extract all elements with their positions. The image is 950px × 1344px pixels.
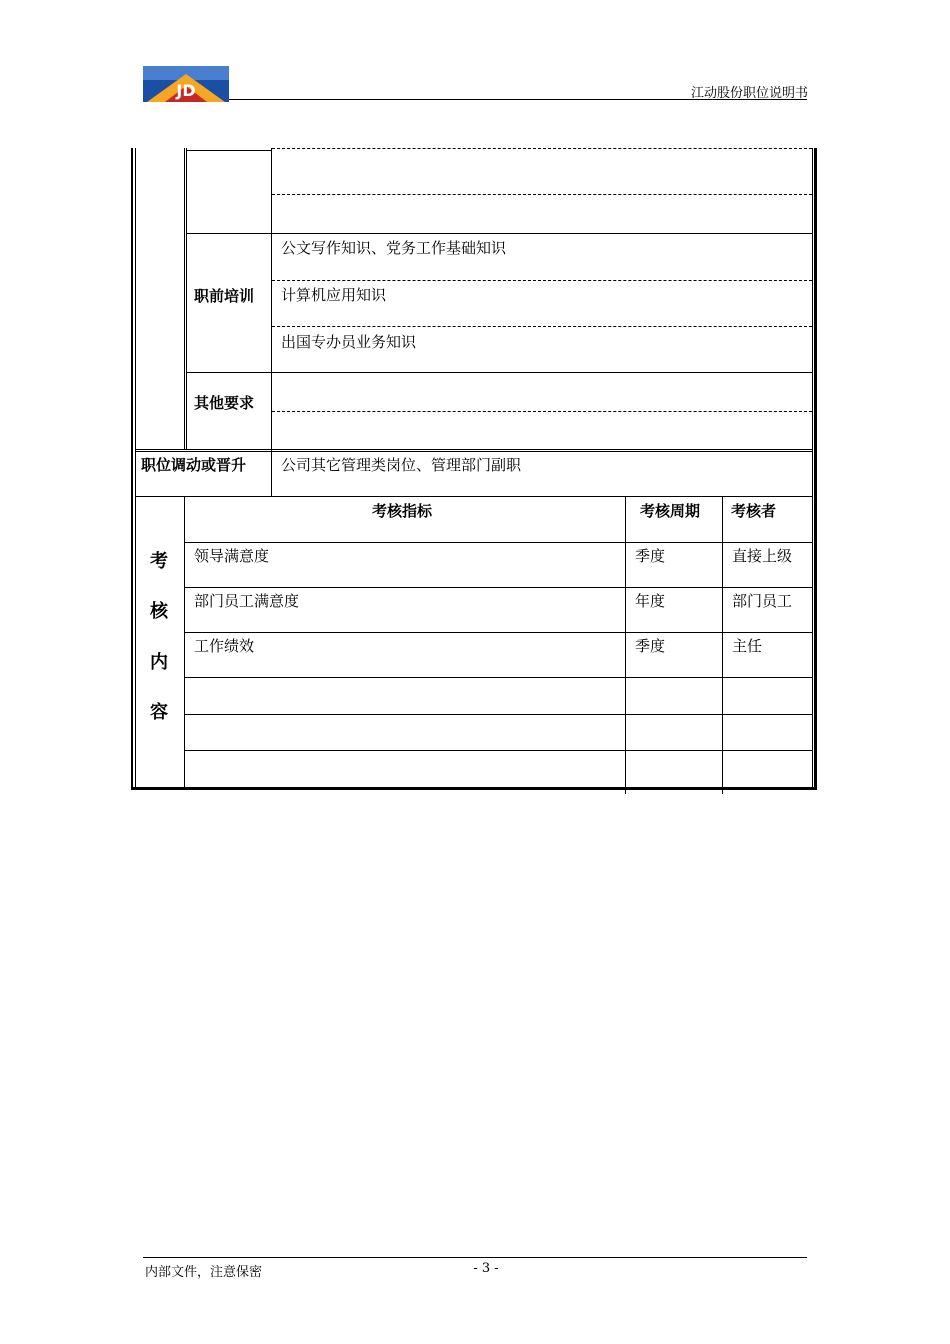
transfer-label: 职位调动或晋升	[141, 456, 247, 474]
header-assessor: 考核者	[731, 502, 777, 520]
table-divider	[184, 497, 185, 790]
table-rule	[184, 714, 813, 715]
row-indicator: 工作绩效	[194, 637, 255, 655]
row-assessor: 直接上级	[732, 547, 793, 565]
page-number: - 3 -	[473, 1261, 499, 1276]
training-item: 公文写作知识、党务工作基础知识	[281, 239, 507, 257]
table-rule	[184, 750, 813, 751]
table-rule	[186, 372, 813, 373]
header-rule	[229, 99, 807, 100]
table-rule	[135, 451, 813, 452]
assessment-section-char: 容	[150, 702, 168, 723]
row-period: 年度	[635, 592, 666, 610]
dashed-rule	[272, 194, 812, 195]
transfer-value: 公司其它管理类岗位、管理部门副职	[281, 456, 522, 474]
table-rule	[184, 587, 813, 588]
table-divider	[135, 148, 136, 788]
table-divider	[186, 148, 187, 449]
header-period: 考核周期	[640, 502, 701, 520]
dashed-rule	[272, 326, 812, 327]
table-rule	[135, 449, 813, 450]
doc-title: 江动股份职位说明书	[690, 86, 808, 101]
table-rule	[184, 677, 813, 678]
row-period: 季度	[635, 547, 666, 565]
training-label: 职前培训	[194, 287, 255, 305]
row-assessor: 主任	[732, 637, 763, 655]
table-rule	[135, 496, 813, 497]
table-rule	[186, 150, 272, 151]
row-indicator: 部门员工满意度	[194, 592, 300, 610]
dashed-rule	[272, 411, 812, 412]
table-rule	[184, 787, 813, 788]
footer-confidential: 内部文件，注意保密	[145, 1265, 263, 1280]
table-rule	[184, 632, 813, 633]
header-indicator: 考核指标	[372, 502, 433, 520]
row-assessor: 部门员工	[732, 592, 793, 610]
dashed-rule	[272, 148, 812, 149]
training-item: 计算机应用知识	[281, 286, 387, 304]
logo-text: JD	[176, 81, 196, 100]
assessment-section-char: 核	[150, 601, 168, 622]
assessment-section-char: 内	[150, 652, 168, 673]
row-period: 季度	[635, 637, 666, 655]
training-item: 出国专办员业务知识	[281, 333, 417, 351]
other-requirements-label: 其他要求	[194, 394, 255, 412]
row-indicator: 领导满意度	[194, 547, 270, 565]
table-divider	[271, 148, 272, 497]
footer-rule	[143, 1257, 807, 1258]
dashed-rule	[272, 280, 812, 281]
table-rule	[184, 542, 813, 543]
assessment-section-char: 考	[150, 551, 168, 572]
table-rule	[186, 233, 813, 234]
table-divider	[184, 148, 185, 449]
table-divider	[812, 148, 813, 788]
company-logo	[143, 66, 229, 102]
